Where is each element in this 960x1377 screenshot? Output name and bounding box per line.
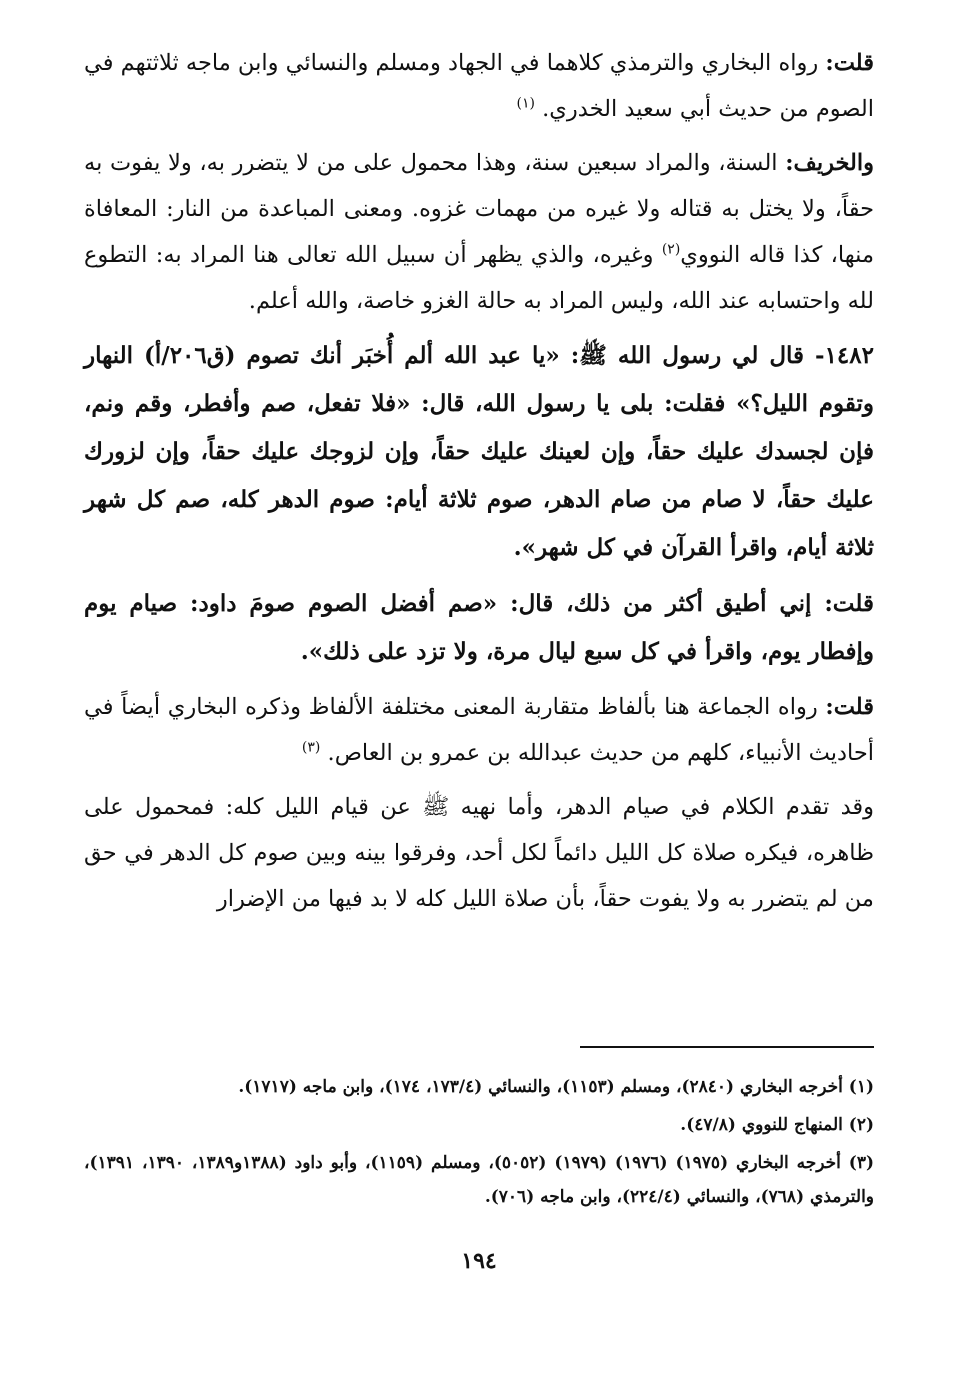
- paragraph-text-continued: وغيره، والذي يظهر أن سبيل الله تعالى هنا المراد به: التطوع لله واحتسابه عند الله، وليس المراد به حالة الغزو خاصة، والله أعلم.: [84, 242, 874, 314]
- paragraph-text: رواه الجماعة هنا بألفاظ متقاربة المعنى مختلفة الألفاظ وذكره البخاري أيضاً في أحاديث الأنبياء، كلهم من حديث عبدالله بن عمرو بن العاص.: [84, 694, 874, 766]
- footnotes-section: [84, 1070, 874, 1218]
- paragraph-1: [84, 40, 874, 132]
- footnote-ref-3: (٣): [301, 739, 321, 756]
- footnote-3: (٣) أخرجه البخاري (١٩٧٥) (١٩٧٦) (١٩٧٩) (٥٠٥٢)، ومسلم (١١٥٩)، وأبو داود (١٣٨٨و١٣٨٩، ١٣٩٠، ١٣٩١)، والترمذي (٧٦٨)، والنسائي (٢٢٤/٤)، وابن ماجه (٧٠٦).: [84, 1153, 875, 1207]
- footnote-ref-1: (١): [516, 95, 535, 112]
- paragraph-lead: قلت:: [825, 50, 874, 76]
- paragraph-lead: قلت:: [825, 694, 875, 720]
- paragraph-6: [84, 784, 874, 922]
- paragraph-text: السنة، والمراد سبعين سنة، وهذا محمول على من لا يتضرر به، ولا يفوت به حقاً، ولا يختل به قتاله ولا غيره من مهمات غزوه. ومعنى المباعدة من النار: المعافاة منها، كذا قاله النووي: [84, 150, 875, 268]
- paragraph-text: وقد تقدم الكلام في صيام الدهر، وأما نهيه ﷺ عن قيام الليل كله: فمحمول على ظاهره، فيكره صلاة كل الليل دائماً لكل أحد، وفرقوا بينه وبين صوم كل الدهر في حق من لم يتضرر به ولا يفوت حقاً، بأن صلاة الليل كله لا بد فيها من الإضرار: [84, 794, 874, 912]
- paragraph-lead: والخريف:: [785, 150, 874, 176]
- footnote-1: (١) أخرجه البخاري (٢٨٤٠)، ومسلم (١١٥٣)، والنسائي (١٧٣/٤، ١٧٤)، وابن ماجه (١٧١٧).: [238, 1077, 874, 1097]
- footnote-divider: [580, 1046, 874, 1048]
- paragraph-lead: قلت:: [824, 590, 874, 617]
- hadith-1482: [84, 332, 874, 572]
- book-page: [84, 40, 874, 1360]
- footnote-ref-2: (٢): [661, 241, 681, 258]
- paragraph-text: إني أطيق أكثر من ذلك، قال: «صم أفضل الصوم صومَ داود: صيام يوم وإفطار يوم، واقرأ في كل سبع ليال مرة، ولا تزد على ذلك».: [84, 590, 874, 665]
- footnote-2: (٢) المنهاج للنووي (٤٧/٨).: [680, 1115, 874, 1135]
- paragraph-4: [84, 580, 874, 676]
- hadith-text: ١٤٨٢- قال لي رسول الله ﷺ: «يا عبد الله ألم أُخبَر أنك تصوم (ق٢٠٦/أ) النهار وتقوم الليل؟» فقلت: بلى يا رسول الله، قال: «فلا تفعل، صم وأفطر، وقم ونم، فإن لجسدك عليك حقاً، وإن لعينك عليك حقاً، وإن لزوجك عليك حقاً، وإن لزورك عليك حقاً، لا صام من صام الدهر، صوم ثلاثة أيام: صوم الدهر كله، صم كل شهر ثلاثة أيام، واقرأ القرآن في كل شهر».: [84, 342, 874, 561]
- paragraph-2: [84, 140, 874, 324]
- paragraph-5: [84, 684, 874, 776]
- page-number: ١٩٤: [461, 1248, 497, 1274]
- paragraph-text: رواه البخاري والترمذي كلاهما في الجهاد ومسلم والنسائي وابن ماجه ثلاثتهم في الصوم من حديث أبي سعيد الخدري.: [84, 50, 874, 122]
